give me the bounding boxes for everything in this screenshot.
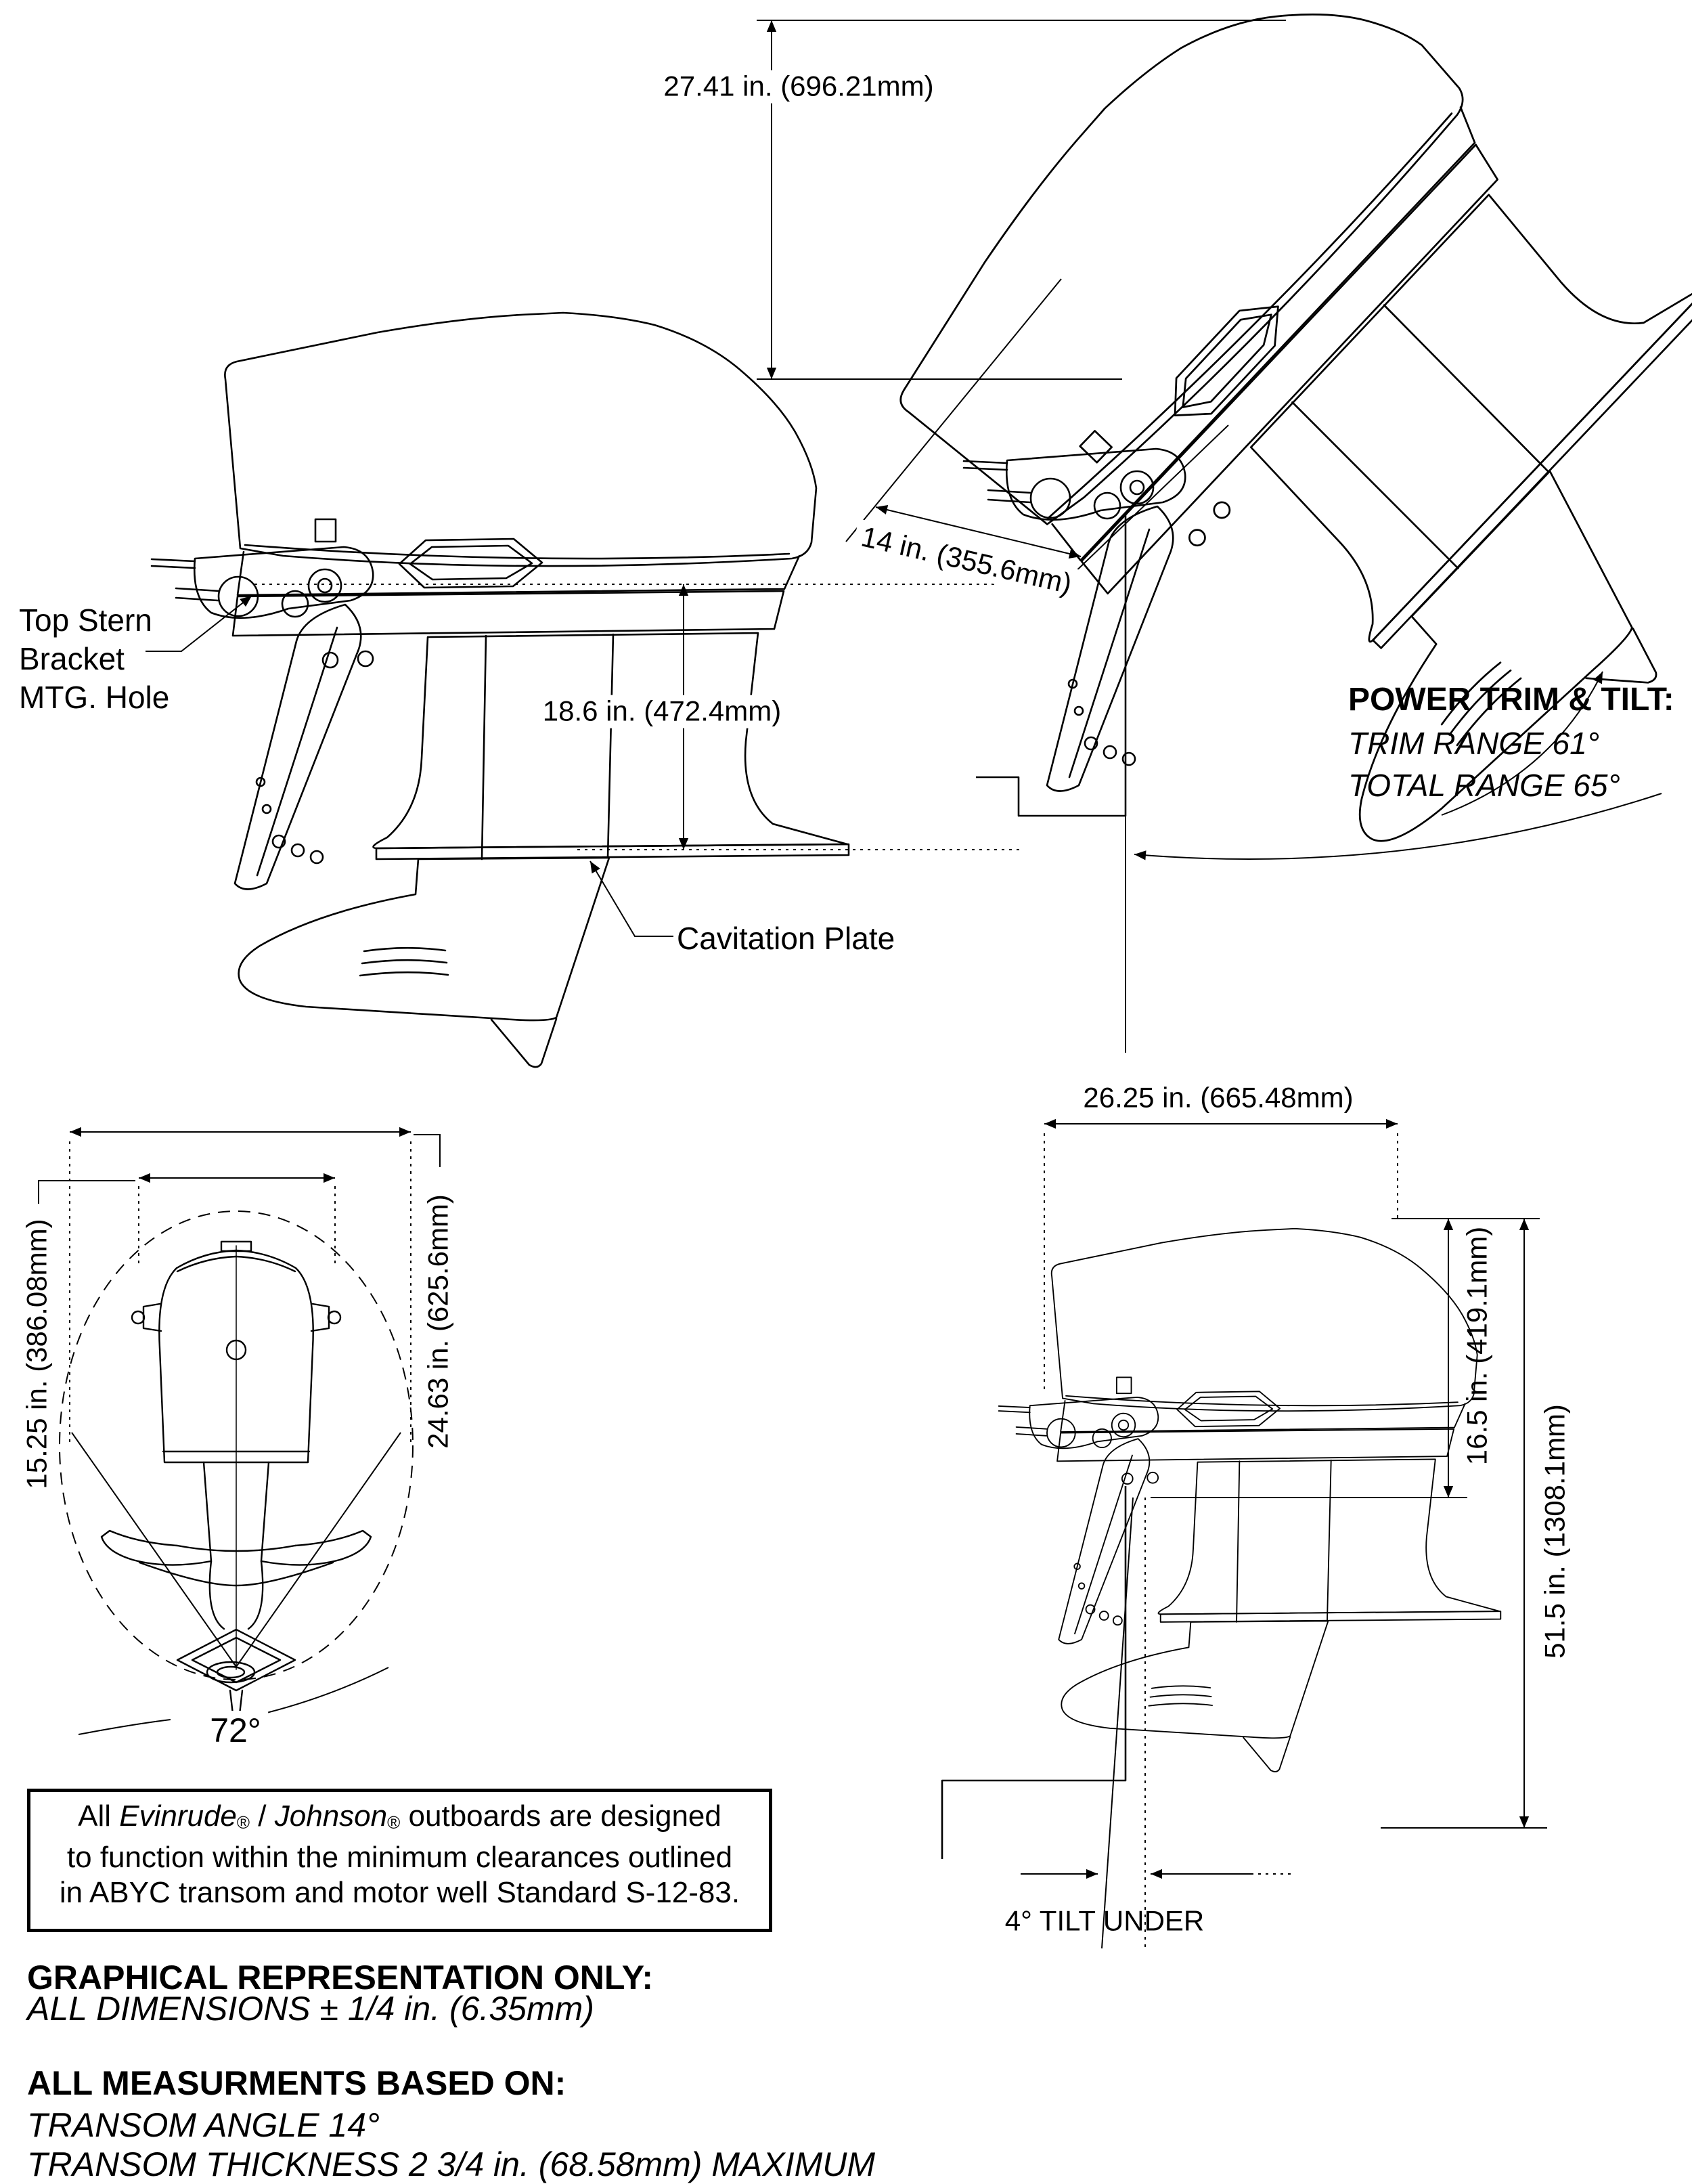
front-view-dimension-lines — [39, 1132, 440, 1734]
trim-range-value: TRIM RANGE 61° — [1348, 726, 1600, 761]
dim-cowl-width: 15.25 in. (386.08mm) — [20, 1219, 53, 1489]
total-range-value: TOTAL RANGE 65° — [1348, 768, 1620, 803]
rear-view-stern-bracket — [999, 1397, 1159, 1644]
registered-mark-icon: ® — [387, 1812, 401, 1833]
rear-view-motor — [1052, 1226, 1501, 1772]
registered-mark-icon: ® — [236, 1812, 250, 1833]
tilt-under-label: 4° TILT UNDER — [1004, 1904, 1205, 1937]
cavitation-plate-label: Cavitation Plate — [677, 921, 895, 956]
steering-angle-value: 72° — [203, 1711, 268, 1750]
notice-rest: outboards are designed — [400, 1799, 721, 1833]
dim-overall-length: 26.25 in. (665.48mm) — [1083, 1081, 1354, 1114]
tilted-view-drawing — [757, 0, 1692, 1053]
front-view-drawing — [39, 1132, 440, 1734]
rear-view-transom — [942, 1486, 1126, 1859]
rear-side-view-drawing — [942, 1124, 1547, 1948]
abyc-notice-line1 — [30, 1799, 769, 1840]
dim-tilt-height: 27.41 in. (696.21mm) — [656, 70, 940, 104]
top-stern-bracket-label — [19, 601, 169, 717]
abyc-notice-line2: to function within the minimum clearances outlined — [66, 1841, 733, 1874]
notice-all: All — [78, 1799, 120, 1833]
tilt-under-line — [1102, 1498, 1133, 1948]
transom-thickness-note: TRANSOM THICKNESS 2 3/4 in. (68.58mm) MAXIMUM — [27, 2145, 876, 2183]
graphical-representation-heading: GRAPHICAL REPRESENTATION ONLY: — [27, 1959, 654, 1996]
transom-angle-note: TRANSOM ANGLE 14° — [27, 2106, 380, 2144]
dimensions-tolerance-note: ALL DIMENSIONS ± 1/4 in. (6.35mm) — [27, 1990, 594, 2028]
top-stern-bracket-label-line2: Bracket — [19, 641, 125, 676]
top-stern-bracket-label-line3: MTG. Hole — [19, 680, 170, 715]
dim-cowl-height: 16.5 in. (419.1mm) — [1461, 1226, 1493, 1466]
abyc-notice-box — [27, 1789, 772, 1932]
cavitation-plate-leader-line — [590, 861, 673, 936]
abyc-notice-line3: in ABYC transom and motor well Standard S-12-83. — [59, 1876, 740, 1909]
steering-angle-arc-right — [267, 1667, 388, 1713]
notice-slash: / — [250, 1799, 275, 1833]
tilted-view-stern-bracket — [964, 449, 1185, 791]
top-stern-bracket-label-line1: Top Stern — [19, 603, 152, 638]
dim-swing-width: 24.63 in. (625.6mm) — [422, 1194, 454, 1449]
dim-total-height: 51.5 in. (1308.1mm) — [1538, 1404, 1571, 1659]
dim-bracket-to-plate: 18.6 in. (472.4mm) — [536, 695, 788, 728]
measurements-basis-heading: ALL MEASURMENTS BASED ON: — [27, 2064, 566, 2102]
dim-transom-depth: 14 in. (355.6mm) — [851, 519, 1082, 602]
side-view-dimension-lines — [146, 584, 1024, 936]
side-view-stern-bracket — [152, 547, 373, 890]
brand-johnson: Johnson — [274, 1799, 388, 1833]
power-trim-tilt-title: POWER TRIM & TILT: — [1348, 682, 1674, 718]
brand-evinrude: Evinrude — [119, 1799, 237, 1833]
steering-angle-arc-left — [79, 1720, 171, 1734]
